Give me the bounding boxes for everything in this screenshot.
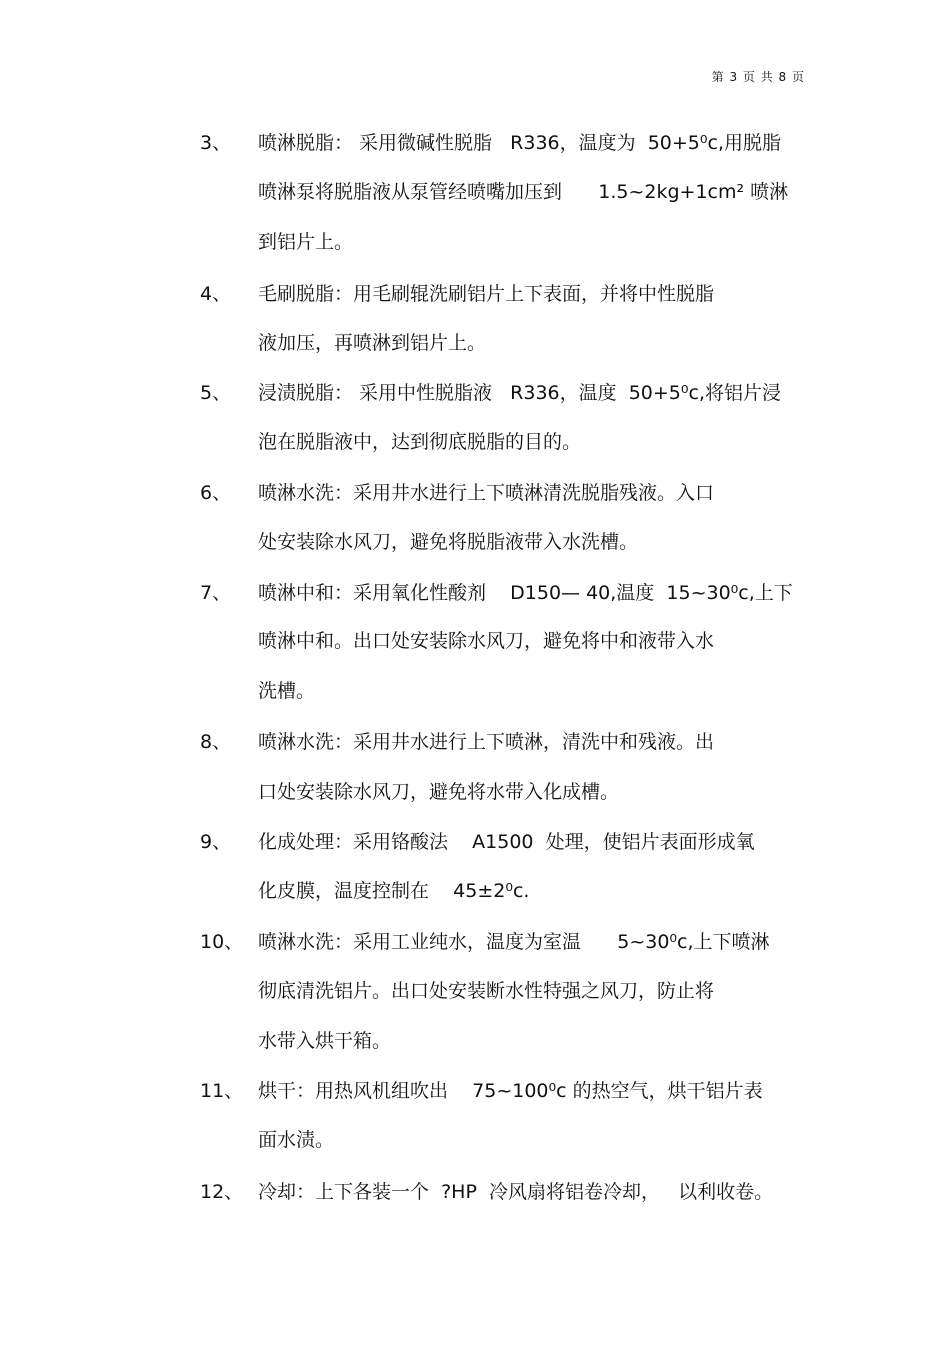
step-text-line: 浸渍脱脂： 采用中性脱脂液 R336，温度 50+5⁰c,将铝片浸	[258, 382, 781, 404]
step-text-line: 喷淋水洗：采用井水进行上下喷淋清洗脱脂残液。入口	[258, 482, 715, 504]
step-text-line: 液加压，再喷淋到铝片上。	[258, 332, 487, 354]
step-text-line: 喷淋水洗：采用工业纯水，温度为室温 5~30⁰c,上下喷淋	[258, 931, 770, 953]
page-number-header: 第 3 页 共 8 页	[711, 70, 805, 84]
step-number: 8、	[200, 731, 232, 753]
step-text-line: 泡在脱脂液中，达到彻底脱脂的目的。	[258, 431, 582, 453]
step-text-line: 面水渍。	[258, 1129, 335, 1151]
step-number: 4、	[200, 283, 232, 305]
step-number: 5、	[200, 382, 232, 404]
step-number: 3、	[200, 132, 232, 154]
step-text-line: 化成处理：采用铬酸法 A1500 处理，使铝片表面形成氧	[258, 831, 755, 853]
step-text-line: 烘干：用热风机组吹出 75~100⁰c 的热空气，烘干铝片表	[258, 1080, 763, 1102]
step-number: 7、	[200, 582, 232, 604]
step-number: 11、	[200, 1080, 244, 1102]
step-text-line: 化皮膜，温度控制在 45±2⁰c.	[258, 880, 530, 902]
step-text-line: 洗槽。	[258, 680, 316, 702]
step-number: 6、	[200, 482, 232, 504]
step-text-line: 口处安装除水风刀，避免将水带入化成槽。	[258, 781, 620, 803]
step-number: 10、	[200, 931, 244, 953]
step-text-line: 冷却：上下各装一个 ?HP 冷风扇将铝卷冷却， 以利收卷。	[258, 1181, 774, 1203]
step-number: 9、	[200, 831, 232, 853]
step-text-line: 喷淋中和：采用氧化性酸剂 D150— 40,温度 15~30⁰c,上下	[258, 582, 793, 604]
step-text-line: 喷淋脱脂： 采用微碱性脱脂 R336，温度为 50+5⁰c,用脱脂	[258, 132, 781, 154]
step-text-line: 喷淋中和。出口处安装除水风刀，避免将中和液带入水	[258, 630, 715, 652]
step-text-line: 毛刷脱脂：用毛刷辊洗刷铝片上下表面，并将中性脱脂	[258, 283, 715, 305]
step-text-line: 水带入烘干箱。	[258, 1030, 392, 1052]
step-text-line: 彻底清洗铝片。出口处安装断水性特强之风刀，防止将	[258, 980, 715, 1002]
step-text-line: 喷淋水洗：采用井水进行上下喷淋，清洗中和残液。出	[258, 731, 715, 753]
step-number: 12、	[200, 1181, 244, 1203]
step-text-line: 到铝片上。	[258, 231, 354, 253]
step-text-line: 处安装除水风刀，避免将脱脂液带入水洗槽。	[258, 531, 639, 553]
step-text-line: 喷淋泵将脱脂液从泵管经喷嘴加压到 1.5~2kg+1cm² 喷淋	[258, 181, 789, 203]
